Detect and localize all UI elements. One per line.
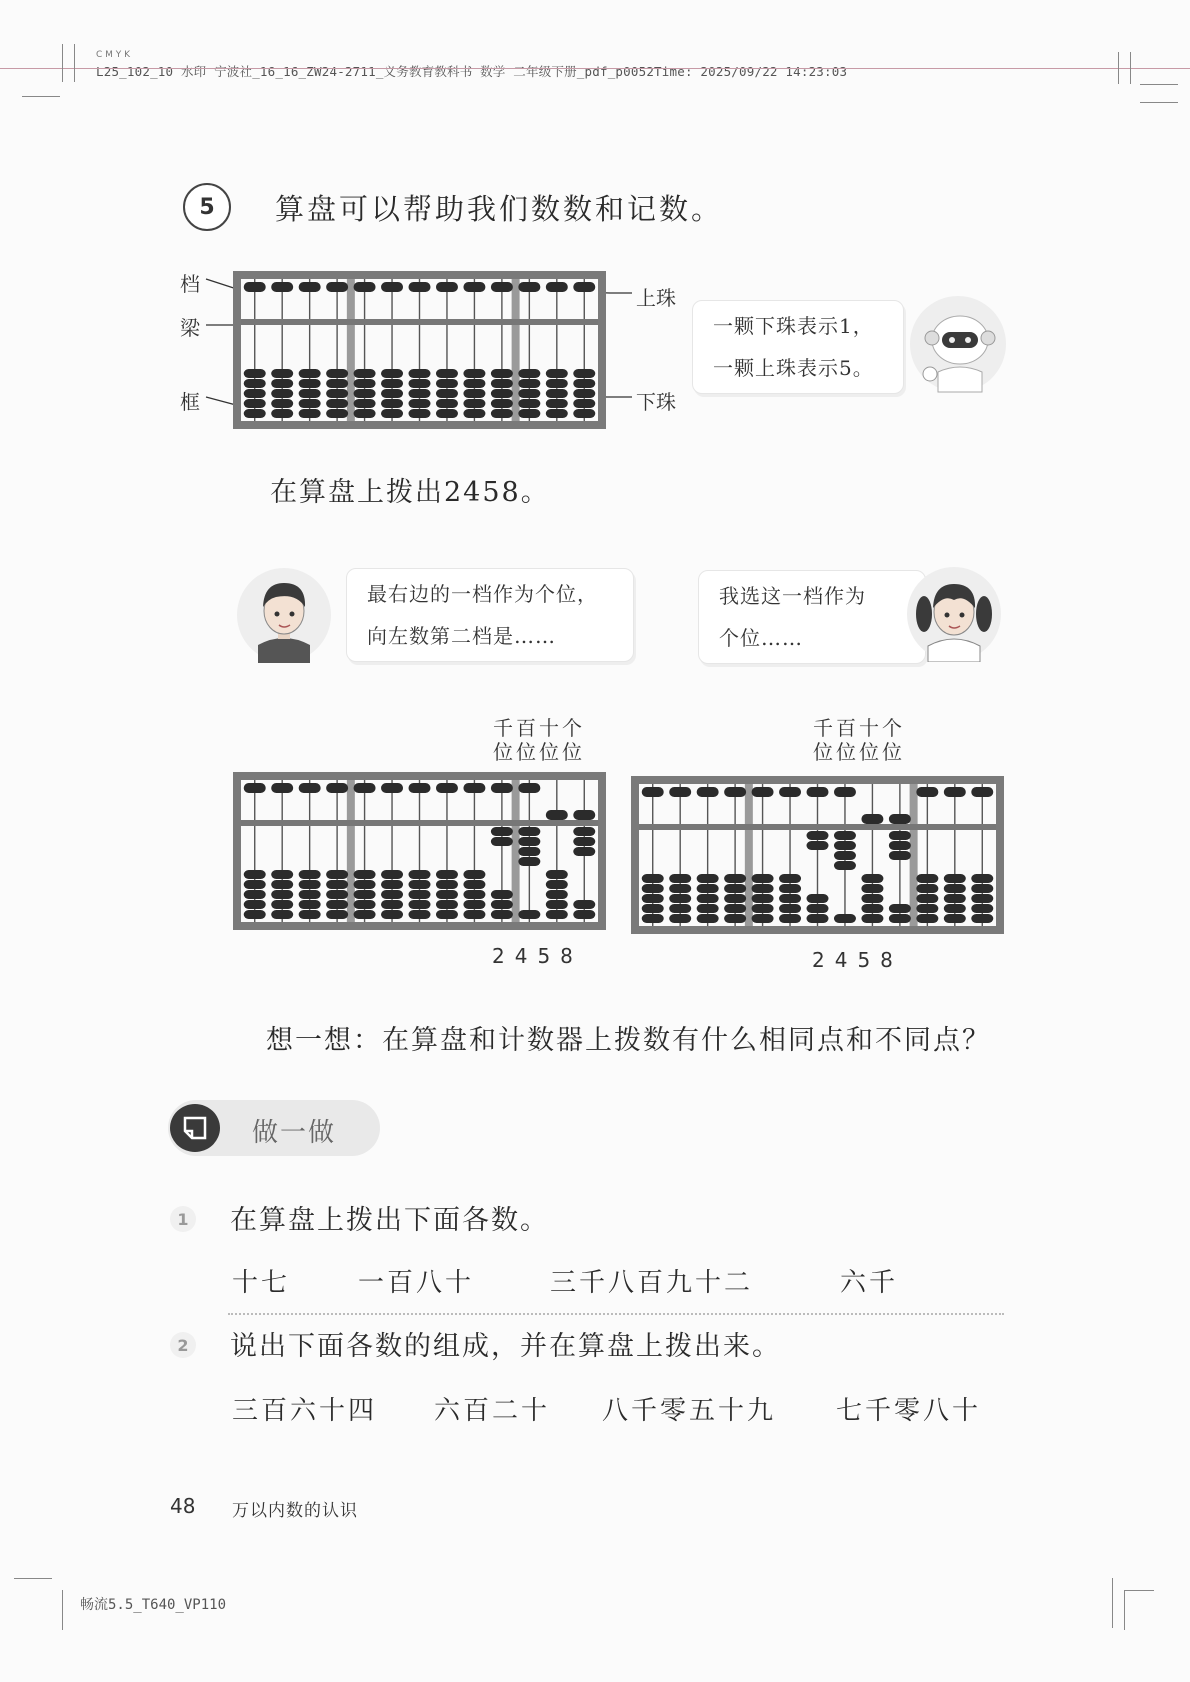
abacus-lower-bead — [271, 379, 293, 388]
abacus-lower-bead — [271, 900, 293, 909]
abacus-upper-bead — [381, 282, 403, 292]
abacus-lower-bead — [436, 379, 458, 388]
abacus-lower-bead — [518, 379, 540, 388]
girl-line-2: 个位…… — [719, 626, 803, 650]
abacus-lower-bead — [752, 914, 774, 923]
abacus-lower-bead — [271, 369, 293, 378]
abacus-lower-bead — [354, 389, 376, 398]
abacus-lower-bead — [299, 900, 321, 909]
abacus-lower-bead — [436, 409, 458, 418]
label-dang: 档 — [180, 272, 200, 296]
abacus-lower-bead — [409, 890, 431, 899]
abacus-lower-bead — [971, 894, 993, 903]
abacus-lower-bead — [491, 910, 513, 919]
abacus-lower-bead — [642, 874, 664, 883]
abacus-lower-bead — [244, 890, 266, 899]
abacus-lower-bead — [271, 880, 293, 889]
abacus-lower-bead — [861, 914, 883, 923]
abacus-lower-bead — [381, 880, 403, 889]
abacus-lower-bead — [518, 910, 540, 919]
abacus-lower-bead — [807, 914, 829, 923]
abacus-upper-bead — [779, 787, 801, 797]
abacus-lower-bead — [436, 369, 458, 378]
abacus-lower-bead — [724, 894, 746, 903]
abacus-lower-bead — [834, 831, 856, 840]
abacus-lower-bead — [889, 904, 911, 913]
abacus-lower-bead — [409, 910, 431, 919]
abacus-lower-bead — [244, 399, 266, 408]
abacus-lower-bead — [271, 910, 293, 919]
abacus-lower-bead — [518, 409, 540, 418]
abacus-lower-bead — [299, 379, 321, 388]
abacus-beam — [241, 319, 598, 325]
abacus-lower-bead — [573, 910, 595, 919]
abacus-lower-bead — [271, 399, 293, 408]
abacus-lower-bead — [326, 379, 348, 388]
abacus-upper-bead — [436, 282, 458, 292]
abacus-lower-bead — [299, 870, 321, 879]
abacus-lower-bead — [573, 827, 595, 836]
abacus-lower-bead — [326, 369, 348, 378]
abacus-upper-bead — [409, 783, 431, 793]
abacus-lower-bead — [463, 389, 485, 398]
abacus-lower-bead — [807, 831, 829, 840]
abacus-upper-bead — [861, 814, 883, 824]
abacus-lower-bead — [436, 389, 458, 398]
abacus-upper-bead — [807, 787, 829, 797]
abacus-lower-bead — [834, 851, 856, 860]
abacus-lower-bead — [861, 894, 883, 903]
abacus-lower-bead — [271, 409, 293, 418]
abacus-lower-bead — [697, 884, 719, 893]
abacus-lower-bead — [463, 870, 485, 879]
abacus-lower-bead — [971, 884, 993, 893]
abacus-lower-bead — [518, 827, 540, 836]
abacus-upper-bead — [669, 787, 691, 797]
question-1-number: 1 — [170, 1206, 196, 1232]
abacus-lower-bead — [271, 870, 293, 879]
abacus-lower-bead — [244, 900, 266, 909]
example-task: 在算盘上拨出2458。 — [270, 477, 550, 508]
abacus-upper-bead — [724, 787, 746, 797]
abacus-lower-bead — [518, 847, 540, 856]
abacus-lower-bead — [244, 910, 266, 919]
abacus-number-left: 2458 — [492, 944, 583, 968]
abacus-lower-bead — [752, 874, 774, 883]
practice-icon — [170, 1104, 220, 1152]
abacus-lower-bead — [861, 884, 883, 893]
divider — [228, 1313, 1004, 1315]
abacus-lower-bead — [354, 910, 376, 919]
chapter-title: 万以内数的认识 — [232, 1501, 358, 1521]
page-number: 48 — [170, 1494, 196, 1518]
abacus-lower-bead — [807, 894, 829, 903]
abacus-lower-bead — [354, 369, 376, 378]
girl-line-1: 我选这一档作为 — [719, 584, 866, 608]
boy-avatar-icon — [236, 567, 332, 663]
abacus-lower-bead — [834, 914, 856, 923]
abacus-upper-bead — [834, 787, 856, 797]
abacus-lower-bead — [463, 900, 485, 909]
crop-mark — [1112, 1578, 1113, 1628]
abacus-upper-bead — [299, 783, 321, 793]
abacus-upper-bead — [573, 810, 595, 820]
abacus-lower-bead — [697, 894, 719, 903]
abacus-lower-bead — [546, 389, 568, 398]
question-2-text: 说出下面各数的组成，并在算盘上拨出来。 — [230, 1331, 781, 1362]
place-header-bottom: 位位位位 — [813, 740, 905, 764]
abacus-lower-bead — [326, 389, 348, 398]
abacus-lower-bead — [573, 847, 595, 856]
abacus-lower-bead — [546, 409, 568, 418]
abacus-lower-bead — [244, 870, 266, 879]
abacus-lower-bead — [244, 379, 266, 388]
abacus-lower-bead — [326, 409, 348, 418]
abacus-lower-bead — [491, 837, 513, 846]
boy-speech-bubble — [346, 568, 634, 662]
abacus-lower-bead — [807, 841, 829, 850]
abacus-lower-bead — [889, 914, 911, 923]
abacus-lower-bead — [409, 399, 431, 408]
abacus-lower-bead — [299, 880, 321, 889]
q2-item: 三百六十四 — [232, 1396, 378, 1426]
question-2-number: 2 — [170, 1332, 196, 1358]
example-title: 算盘可以帮助我们数数和记数。 — [275, 192, 724, 226]
abacus-lower-bead — [518, 399, 540, 408]
abacus-lower-bead — [518, 857, 540, 866]
abacus-lower-bead — [724, 874, 746, 883]
abacus-lower-bead — [244, 369, 266, 378]
abacus-upper-bead — [354, 783, 376, 793]
abacus-lower-bead — [669, 874, 691, 883]
abacus-lower-bead — [752, 904, 774, 913]
abacus-lower-bead — [354, 890, 376, 899]
abacus-labelled — [233, 271, 606, 429]
abacus-lower-bead — [861, 874, 883, 883]
abacus-lower-bead — [779, 894, 801, 903]
abacus-lower-bead — [381, 369, 403, 378]
abacus-lower-bead — [354, 900, 376, 909]
abacus-lower-bead — [381, 379, 403, 388]
label-pointer-lines — [0, 0, 1190, 520]
abacus-lower-bead — [546, 870, 568, 879]
abacus-lower-bead — [326, 910, 348, 919]
abacus-lower-bead — [381, 399, 403, 408]
abacus-lower-bead — [463, 379, 485, 388]
abacus-lower-bead — [642, 894, 664, 903]
abacus-lower-bead — [436, 870, 458, 879]
abacus-lower-bead — [724, 884, 746, 893]
abacus-2458-chosen-units — [631, 776, 1004, 934]
q2-item: 七千零八十 — [836, 1396, 982, 1426]
abacus-lower-bead — [916, 874, 938, 883]
q1-item: 十七 — [232, 1268, 291, 1298]
abacus-lower-bead — [463, 399, 485, 408]
abacus-lower-bead — [752, 884, 774, 893]
print-header-code: L25_102_10 水印 宁波社_16_16_ZW24-2711_义务教育教科书 数学 二年级下册_pdf_p0052Time: 2025/09/22 14:23:03 — [96, 64, 848, 79]
abacus-lower-bead — [669, 894, 691, 903]
abacus-lower-bead — [916, 914, 938, 923]
abacus-lower-bead — [546, 399, 568, 408]
abacus-lower-bead — [381, 389, 403, 398]
abacus-lower-bead — [326, 890, 348, 899]
abacus-lower-bead — [354, 870, 376, 879]
practice-label: 做一做 — [252, 1118, 337, 1148]
q1-item: 六千 — [840, 1268, 899, 1298]
abacus-lower-bead — [463, 910, 485, 919]
abacus-lower-bead — [697, 874, 719, 883]
abacus-upper-bead — [491, 783, 513, 793]
abacus-upper-bead — [354, 282, 376, 292]
abacus-marker-post — [512, 279, 520, 421]
think-question: 想一想：在算盘和计数器上拨数有什么相同点和不同点？ — [266, 1025, 991, 1056]
abacus-lower-bead — [573, 379, 595, 388]
abacus-lower-bead — [381, 900, 403, 909]
abacus-lower-bead — [669, 884, 691, 893]
boy-line-1: 最右边的一档作为个位， — [367, 582, 598, 606]
abacus-lower-bead — [752, 894, 774, 903]
abacus-upper-bead — [409, 282, 431, 292]
abacus-lower-bead — [491, 900, 513, 909]
abacus-upper-bead — [546, 810, 568, 820]
place-header-bottom: 位位位位 — [493, 740, 585, 764]
abacus-lower-bead — [573, 409, 595, 418]
abacus-lower-bead — [244, 389, 266, 398]
abacus-lower-bead — [779, 874, 801, 883]
robot-line-2: 一颗上珠表示5。 — [713, 356, 874, 380]
abacus-upper-bead — [271, 282, 293, 292]
abacus-lower-bead — [669, 914, 691, 923]
abacus-marker-post — [347, 780, 355, 922]
label-liang: 梁 — [180, 316, 200, 340]
abacus-lower-bead — [546, 900, 568, 909]
label-xiazhu: 下珠 — [636, 390, 676, 414]
abacus-lower-bead — [573, 369, 595, 378]
place-header-top: 千百十个 — [493, 716, 585, 740]
abacus-lower-bead — [573, 900, 595, 909]
girl-avatar-icon — [906, 566, 1002, 662]
example-number-badge: 5 — [183, 183, 231, 231]
abacus-lower-bead — [354, 379, 376, 388]
abacus-lower-bead — [409, 389, 431, 398]
abacus-lower-bead — [244, 880, 266, 889]
abacus-2458-rightmost-units — [233, 772, 606, 930]
abacus-lower-bead — [642, 884, 664, 893]
abacus-lower-bead — [463, 880, 485, 889]
abacus-upper-bead — [381, 783, 403, 793]
crop-mark — [14, 1578, 52, 1579]
abacus-lower-bead — [724, 914, 746, 923]
abacus-lower-bead — [409, 369, 431, 378]
robot-speech-bubble — [692, 300, 904, 394]
abacus-upper-bead — [518, 282, 540, 292]
abacus-lower-bead — [436, 880, 458, 889]
abacus-lower-bead — [971, 874, 993, 883]
abacus-lower-bead — [463, 409, 485, 418]
abacus-lower-bead — [834, 841, 856, 850]
abacus-upper-bead — [944, 787, 966, 797]
abacus-lower-bead — [807, 904, 829, 913]
q2-item: 八千零五十九 — [602, 1396, 777, 1426]
abacus-lower-bead — [491, 890, 513, 899]
abacus-lower-bead — [381, 910, 403, 919]
abacus-lower-bead — [354, 409, 376, 418]
abacus-lower-bead — [409, 379, 431, 388]
abacus-lower-bead — [299, 409, 321, 418]
abacus-upper-bead — [971, 787, 993, 797]
abacus-upper-bead — [436, 783, 458, 793]
abacus-lower-bead — [409, 900, 431, 909]
question-1-text: 在算盘上拨出下面各数。 — [230, 1205, 549, 1236]
abacus-upper-bead — [463, 282, 485, 292]
abacus-lower-bead — [381, 870, 403, 879]
abacus-lower-bead — [491, 399, 513, 408]
abacus-lower-bead — [889, 831, 911, 840]
girl-speech-bubble — [698, 570, 926, 664]
abacus-lower-bead — [944, 874, 966, 883]
abacus-upper-bead — [916, 787, 938, 797]
abacus-lower-bead — [409, 880, 431, 889]
abacus-lower-bead — [861, 904, 883, 913]
abacus-lower-bead — [326, 900, 348, 909]
abacus-lower-bead — [724, 904, 746, 913]
abacus-lower-bead — [299, 890, 321, 899]
crop-mark — [1124, 1590, 1125, 1630]
abacus-lower-bead — [546, 890, 568, 899]
abacus-lower-bead — [546, 369, 568, 378]
abacus-lower-bead — [491, 827, 513, 836]
q2-item: 六百二十 — [434, 1396, 551, 1426]
abacus-lower-bead — [518, 837, 540, 846]
robot-avatar-icon — [908, 294, 1008, 394]
abacus-upper-bead — [573, 282, 595, 292]
crop-mark — [62, 1590, 63, 1630]
label-kuang: 框 — [180, 390, 200, 414]
abacus-lower-bead — [944, 904, 966, 913]
abacus-lower-bead — [573, 389, 595, 398]
place-header-right — [804, 716, 914, 764]
abacus-lower-bead — [381, 409, 403, 418]
abacus-lower-bead — [779, 884, 801, 893]
abacus-beam — [639, 824, 996, 830]
abacus-lower-bead — [409, 870, 431, 879]
robot-line-1: 一颗下珠表示1， — [713, 314, 874, 338]
abacus-lower-bead — [463, 890, 485, 899]
abacus-lower-bead — [491, 389, 513, 398]
abacus-lower-bead — [299, 369, 321, 378]
boy-line-2: 向左数第二档是…… — [367, 624, 556, 648]
q1-item: 一百八十 — [358, 1268, 475, 1298]
abacus-upper-bead — [697, 787, 719, 797]
abacus-lower-bead — [889, 841, 911, 850]
abacus-lower-bead — [889, 851, 911, 860]
place-header-left — [484, 716, 594, 764]
abacus-lower-bead — [546, 379, 568, 388]
print-footer-code: 畅流5.5_T640_VP110 — [80, 1597, 227, 1613]
abacus-lower-bead — [944, 914, 966, 923]
abacus-lower-bead — [299, 389, 321, 398]
abacus-upper-bead — [518, 783, 540, 793]
abacus-lower-bead — [971, 914, 993, 923]
abacus-lower-bead — [463, 369, 485, 378]
abacus-lower-bead — [779, 904, 801, 913]
abacus-lower-bead — [381, 890, 403, 899]
abacus-lower-bead — [834, 861, 856, 870]
abacus-lower-bead — [354, 399, 376, 408]
abacus-beam — [241, 820, 598, 826]
abacus-lower-bead — [642, 914, 664, 923]
abacus-lower-bead — [779, 914, 801, 923]
abacus-lower-bead — [916, 884, 938, 893]
abacus-upper-bead — [491, 282, 513, 292]
abacus-lower-bead — [669, 904, 691, 913]
abacus-lower-bead — [944, 894, 966, 903]
abacus-lower-bead — [436, 900, 458, 909]
abacus-lower-bead — [573, 837, 595, 846]
abacus-upper-bead — [642, 787, 664, 797]
abacus-lower-bead — [436, 399, 458, 408]
abacus-lower-bead — [409, 409, 431, 418]
print-color-marks: C M Y K — [96, 50, 131, 60]
abacus-lower-bead — [697, 914, 719, 923]
abacus-upper-bead — [463, 783, 485, 793]
abacus-marker-post — [347, 279, 355, 421]
place-header-top: 千百十个 — [813, 716, 905, 740]
abacus-lower-bead — [436, 910, 458, 919]
abacus-lower-bead — [642, 904, 664, 913]
abacus-lower-bead — [354, 880, 376, 889]
abacus-lower-bead — [271, 890, 293, 899]
abacus-lower-bead — [299, 399, 321, 408]
abacus-marker-post — [745, 784, 753, 926]
abacus-lower-bead — [326, 880, 348, 889]
abacus-upper-bead — [244, 282, 266, 292]
abacus-lower-bead — [546, 880, 568, 889]
abacus-lower-bead — [491, 369, 513, 378]
abacus-upper-bead — [546, 282, 568, 292]
abacus-lower-bead — [326, 399, 348, 408]
abacus-lower-bead — [271, 389, 293, 398]
abacus-lower-bead — [916, 904, 938, 913]
abacus-lower-bead — [326, 870, 348, 879]
crop-mark — [1124, 1590, 1154, 1591]
abacus-upper-bead — [889, 814, 911, 824]
abacus-lower-bead — [436, 890, 458, 899]
abacus-upper-bead — [326, 783, 348, 793]
abacus-lower-bead — [491, 379, 513, 388]
abacus-number-right: 2458 — [812, 948, 903, 972]
label-shangzhu: 上珠 — [636, 286, 676, 310]
abacus-lower-bead — [244, 409, 266, 418]
abacus-upper-bead — [326, 282, 348, 292]
abacus-upper-bead — [299, 282, 321, 292]
abacus-lower-bead — [573, 399, 595, 408]
abacus-upper-bead — [752, 787, 774, 797]
abacus-lower-bead — [299, 910, 321, 919]
abacus-lower-bead — [518, 369, 540, 378]
q1-item: 三千八百九十二 — [550, 1268, 754, 1298]
abacus-lower-bead — [944, 884, 966, 893]
abacus-upper-bead — [271, 783, 293, 793]
abacus-lower-bead — [916, 894, 938, 903]
abacus-lower-bead — [491, 409, 513, 418]
abacus-lower-bead — [518, 389, 540, 398]
abacus-lower-bead — [971, 904, 993, 913]
abacus-upper-bead — [244, 783, 266, 793]
abacus-lower-bead — [546, 910, 568, 919]
abacus-lower-bead — [697, 904, 719, 913]
